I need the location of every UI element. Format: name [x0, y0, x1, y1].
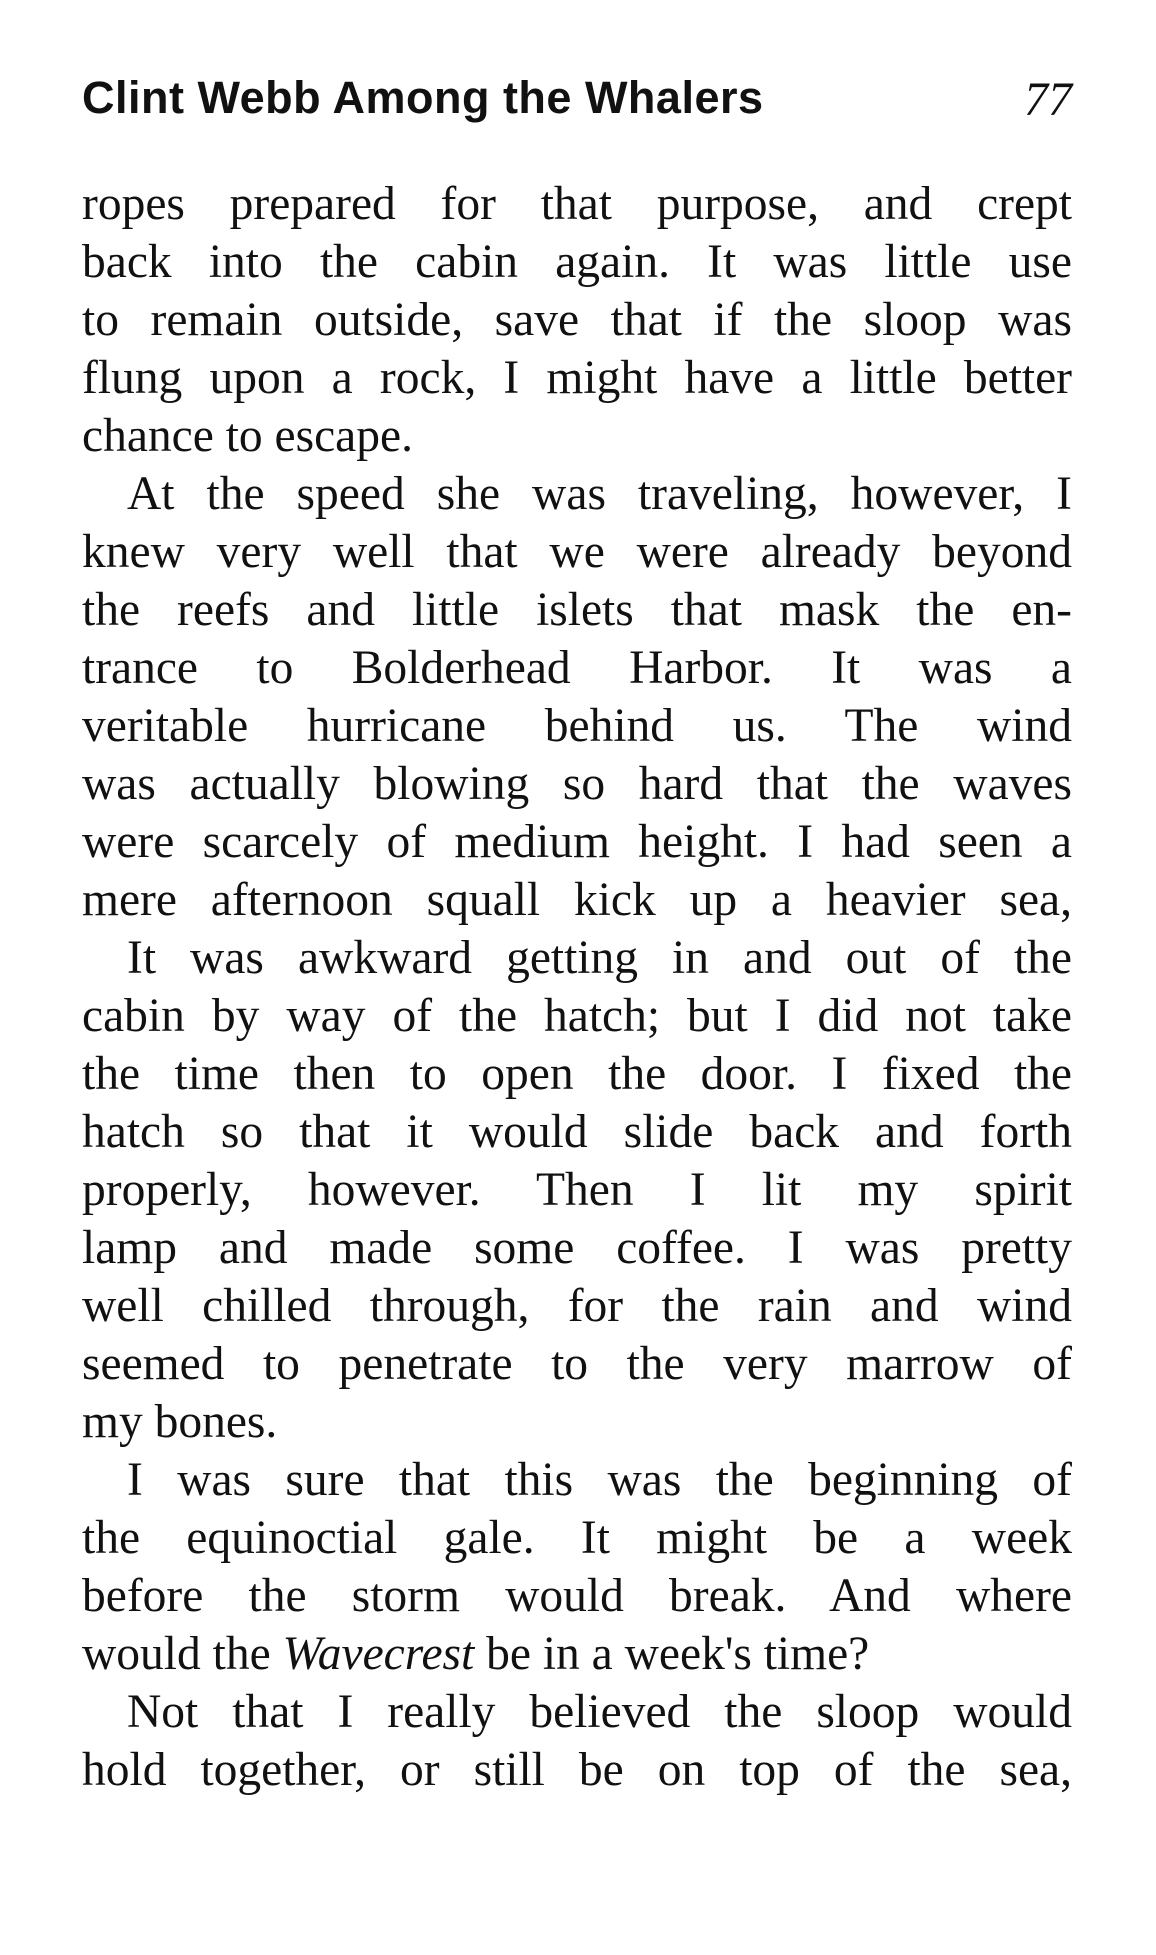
text-run: be in a week's time? — [474, 1628, 870, 1680]
text-line: At the speed she was traveling, however, I — [127, 468, 1072, 520]
text-line: mere afternoon squall kick up a heavier sea, — [82, 874, 1072, 926]
text-line: flung upon a rock, I might have a little better — [82, 352, 1072, 404]
text-line: properly, however. Then I lit my spirit — [82, 1164, 1072, 1216]
paragraph-2 — [82, 465, 1072, 929]
text-line: hatch so that it would slide back and forth — [82, 1106, 1072, 1158]
text-line: before the storm would break. And where — [82, 1570, 1072, 1622]
paragraph-4 — [82, 1451, 1072, 1683]
ship-name: Wavecrest — [282, 1628, 475, 1680]
page-number: 77 — [1024, 73, 1072, 126]
text-line: cabin by way of the hatch; but I did not take — [82, 990, 1072, 1042]
text-line: the reefs and little islets that mask the en- — [82, 584, 1072, 636]
text-line: seemed to penetrate to the very marrow of — [82, 1338, 1072, 1390]
text-line: I was sure that this was the beginning of — [127, 1454, 1072, 1506]
paragraph-1 — [82, 175, 1072, 465]
text-line: the equinoctial gale. It might be a week — [82, 1512, 1072, 1564]
paragraph-5 — [82, 1683, 1072, 1799]
text-line: my bones. — [82, 1396, 278, 1448]
text-line: to remain outside, save that if the sloop was — [82, 294, 1072, 346]
text-line: trance to Bolderhead Harbor. It was a — [82, 642, 1072, 694]
text-line: back into the cabin again. It was little use — [82, 236, 1072, 288]
text-line: was actually blowing so hard that the waves — [82, 758, 1072, 810]
text-line: It was awkward getting in and out of the — [127, 932, 1072, 984]
paragraph-3 — [82, 929, 1072, 1451]
text-line: hold together, or still be on top of the sea, — [82, 1744, 1072, 1796]
text-line: well chilled through, for the rain and wind — [82, 1280, 1072, 1332]
running-title: Clint Webb Among the Whalers — [82, 72, 764, 123]
text-line: ropes prepared for that purpose, and crept — [82, 178, 1072, 230]
text-line: veritable hurricane behind us. The wind — [82, 700, 1072, 752]
text-run: would the — [82, 1628, 283, 1680]
text-line: knew very well that we were already beyond — [82, 526, 1072, 578]
text-line: were scarcely of medium height. I had seen a — [82, 816, 1072, 868]
text-line: Not that I really believed the sloop would — [127, 1686, 1072, 1738]
text-line-with-italic — [82, 1625, 1072, 1683]
body-text — [82, 175, 1072, 1799]
running-head — [82, 72, 1072, 142]
text-line: lamp and made some coffee. I was pretty — [82, 1222, 1072, 1274]
text-line: the time then to open the door. I fixed the — [82, 1048, 1072, 1100]
text-line: chance to escape. — [82, 410, 413, 462]
